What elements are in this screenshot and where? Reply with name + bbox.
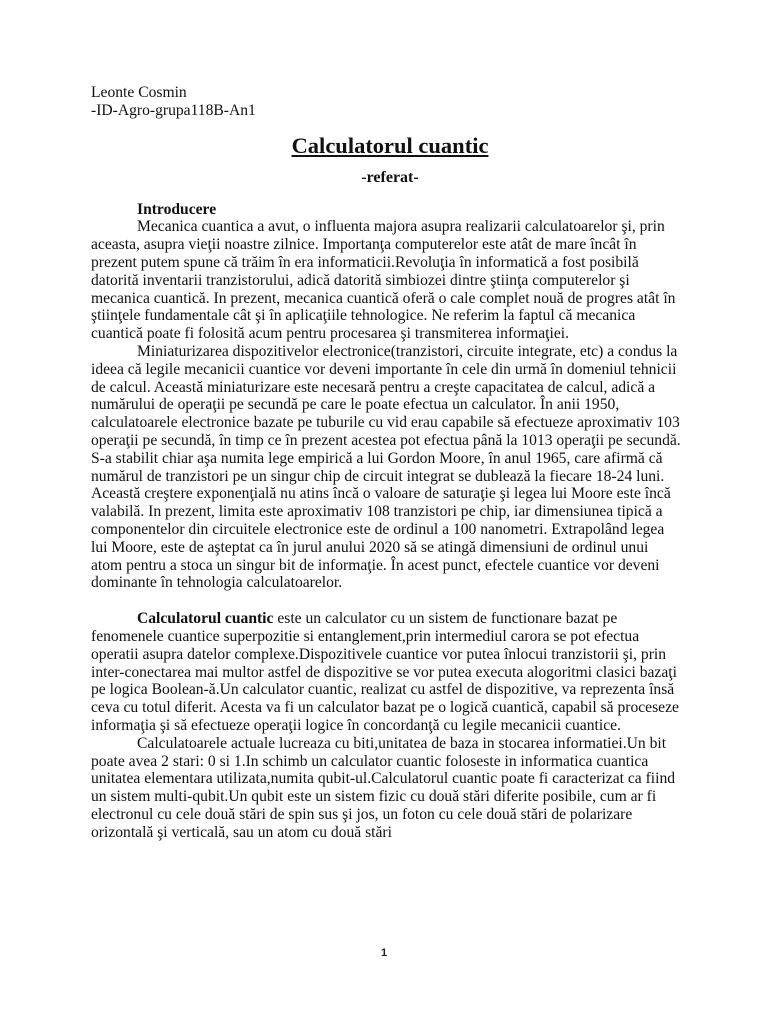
- page-number: 1: [380, 947, 388, 959]
- title-block: [91, 133, 683, 187]
- paragraph-quantum-computer: [91, 610, 683, 735]
- paragraph-bold-lead: Calculatorul cuantic: [137, 610, 274, 628]
- paragraph-quantum-computer-text: este un calculator cu un sistem de functionare bazat pe fenomenele cuantice superpozitie si entanglement,prin intermediul carora se pot efectua operatii asupra datelor complexe.Dispozitivele cuantice vor putea înlocui tranzistorii şi, prin inter-conectarea mai multor astfel de dispozitive se vor putea executa alogoritmi clasici bazaţi pe logica Boolean-ă.Un calculator cuantic, realizat cu astfel de dispozitive, va reprezenta însă ceva cu totul diferit. Acesta va fi un calculator bazat pe o logică cuantică, capabil să proceseze informaţia şi să efectueze operaţii logice în concordanţă cu legile mecanicii cuantice.: [91, 610, 679, 734]
- section-heading: Introducere: [137, 200, 217, 218]
- author-group: -ID-Agro-grupa118B-An1: [91, 101, 256, 119]
- document-subtitle: -referat-: [361, 168, 419, 186]
- paragraph-intro: Mecanica cuantica a avut, o influenta majora asupra realizarii calculatoarelor şi, prin aceasta, asupra vieţii noastre zilnice. Importanţa computerelor este atât de mare încât în prezent putem spune că trăim în era informaticii.Revoluţia în informatică a fost posibilă datorită inventarii tranzistorului, adică datorită simbiozei dintre ştiinţa computerelor şi mecanica cuantică. In prezent, mecanica cuantică oferă o cale complet nouă de progres atât în ştiinţele fundamentale cât şi în aplicaţiile tehnologice. Ne referim la faptul că mecanica cuantică poate fi folosită acum pentru procesarea şi transmiterea informaţiei.: [91, 218, 676, 343]
- paragraph-miniaturization: Miniaturizarea dispozitivelor electronice(tranzistori, circuite integrate, etc) a condus la ideea că legile mecanicii cuantice vor deveni importante în cele din urmă în domeniul tehnicii de calcul. Această miniaturizare este necesară pentru a creşte capacitatea de calcul, adică a numărului de operaţii pe secundă pe care le poate efectua un calculator. În anii 1950, calculatoarele electronice bazate pe tuburile cu vid erau capabile să efectueze aproximativ 103 operaţii pe secundă, în timp ce în prezent acestea pot efectua până la 1013 operaţii pe secundă. S-a stabilit chiar aşa numita lege empirică a lui Gordon Moore, în anul 1965, care afirmă că numărul de tranzistori pe un singur chip de circuit integrat se dublează la fiecare 18-24 luni. Această creştere exponenţială nu atins încă o valoare de saturaţie şi legea lui Moore este încă valabilă. In prezent, limita este aproximativ 108 tranzistori pe chip, iar dimensiunea tipică a componentelor din circuitele electronice este de ordinul a 100 nanometri. Extrapolând legea lui Moore, este de aşteptat ca în jurul anului 2020 să se atingă dimensiuni de ordinul unui atom pentru a stoca un singur bit de informaţie. În acest punct, efectele cuantice vor deveni dominante în tehnologia calculatoarelor.: [91, 342, 681, 592]
- paragraph-qubits: Calculatoarele actuale lucreaza cu biti,unitatea de baza in stocarea informatiei.Un bit poate avea 2 stari: 0 si 1.In schimb un calculator cuantic foloseste in informatica cuantica unitatea elementara utilizata,numita qubit-ul.Calculatorul cuantic poate fi caracterizat ca fiind un sistem multi-qubit.Un qubit este un sistem fizic cu două stări diferite posibile, cum ar fi electronul cu cele două stări de spin sus şi jos, un foton cu cele două stări de polarizare orizontală şi verticală, sau un atom cu două stări: [91, 734, 676, 841]
- paragraph-spacer: [91, 592, 683, 610]
- document-title: Calculatorul cuantic: [291, 132, 489, 158]
- author-name: Leonte Cosmin: [91, 84, 187, 101]
- document-body: [91, 84, 683, 841]
